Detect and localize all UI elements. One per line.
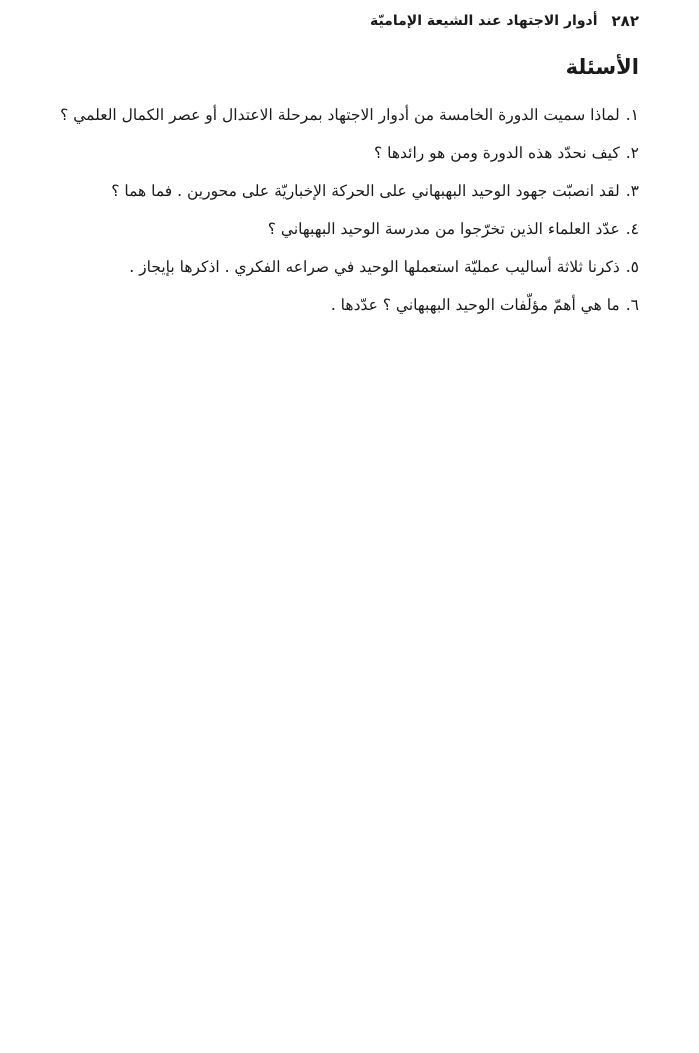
- question-text: لماذا سميت الدورة الخامسة من أدوار الاجتهاد بمرحلة الاعتدال أو عصر الكمال العلمي ؟: [60, 106, 620, 124]
- question-text: ذكرنا ثلاثة أساليب عمليّة استعملها الوحيد في صراعه الفكري . اذكرها بإيجاز .: [129, 258, 620, 276]
- question-item: [49, 248, 639, 286]
- question-number: ٤.: [625, 220, 639, 238]
- running-header-title: أدوار الاجتهاد عند الشيعة الإماميّة: [369, 13, 598, 29]
- question-item: [49, 134, 639, 172]
- question-item: [49, 172, 639, 210]
- question-item: [49, 96, 639, 134]
- question-item: [49, 210, 639, 248]
- question-text: لقد انصبّت جهود الوحيد البهبهاني على الحركة الإخباريّة على محورين . فما هما ؟: [111, 182, 620, 200]
- question-text: كيف نحدّد هذه الدورة ومن هو رائدها ؟: [373, 144, 620, 162]
- running-header: [60, 10, 639, 32]
- question-number: ٣.: [625, 182, 639, 200]
- question-number: ١.: [625, 106, 639, 124]
- question-number: ٦.: [625, 296, 639, 314]
- question-text: عدّد العلماء الذين تخرّجوا من مدرسة الوحيد البهبهاني ؟: [267, 220, 620, 238]
- question-number: ٢.: [625, 144, 639, 162]
- questions-list: [49, 96, 639, 324]
- section-title: الأسئلة: [565, 55, 639, 79]
- question-number: ٥.: [625, 258, 639, 276]
- page-number: ٢٨٢: [611, 12, 639, 30]
- question-item: [49, 286, 639, 324]
- question-text: ما هي أهمّ مؤلّفات الوحيد البهبهاني ؟ عدّدها .: [330, 296, 620, 314]
